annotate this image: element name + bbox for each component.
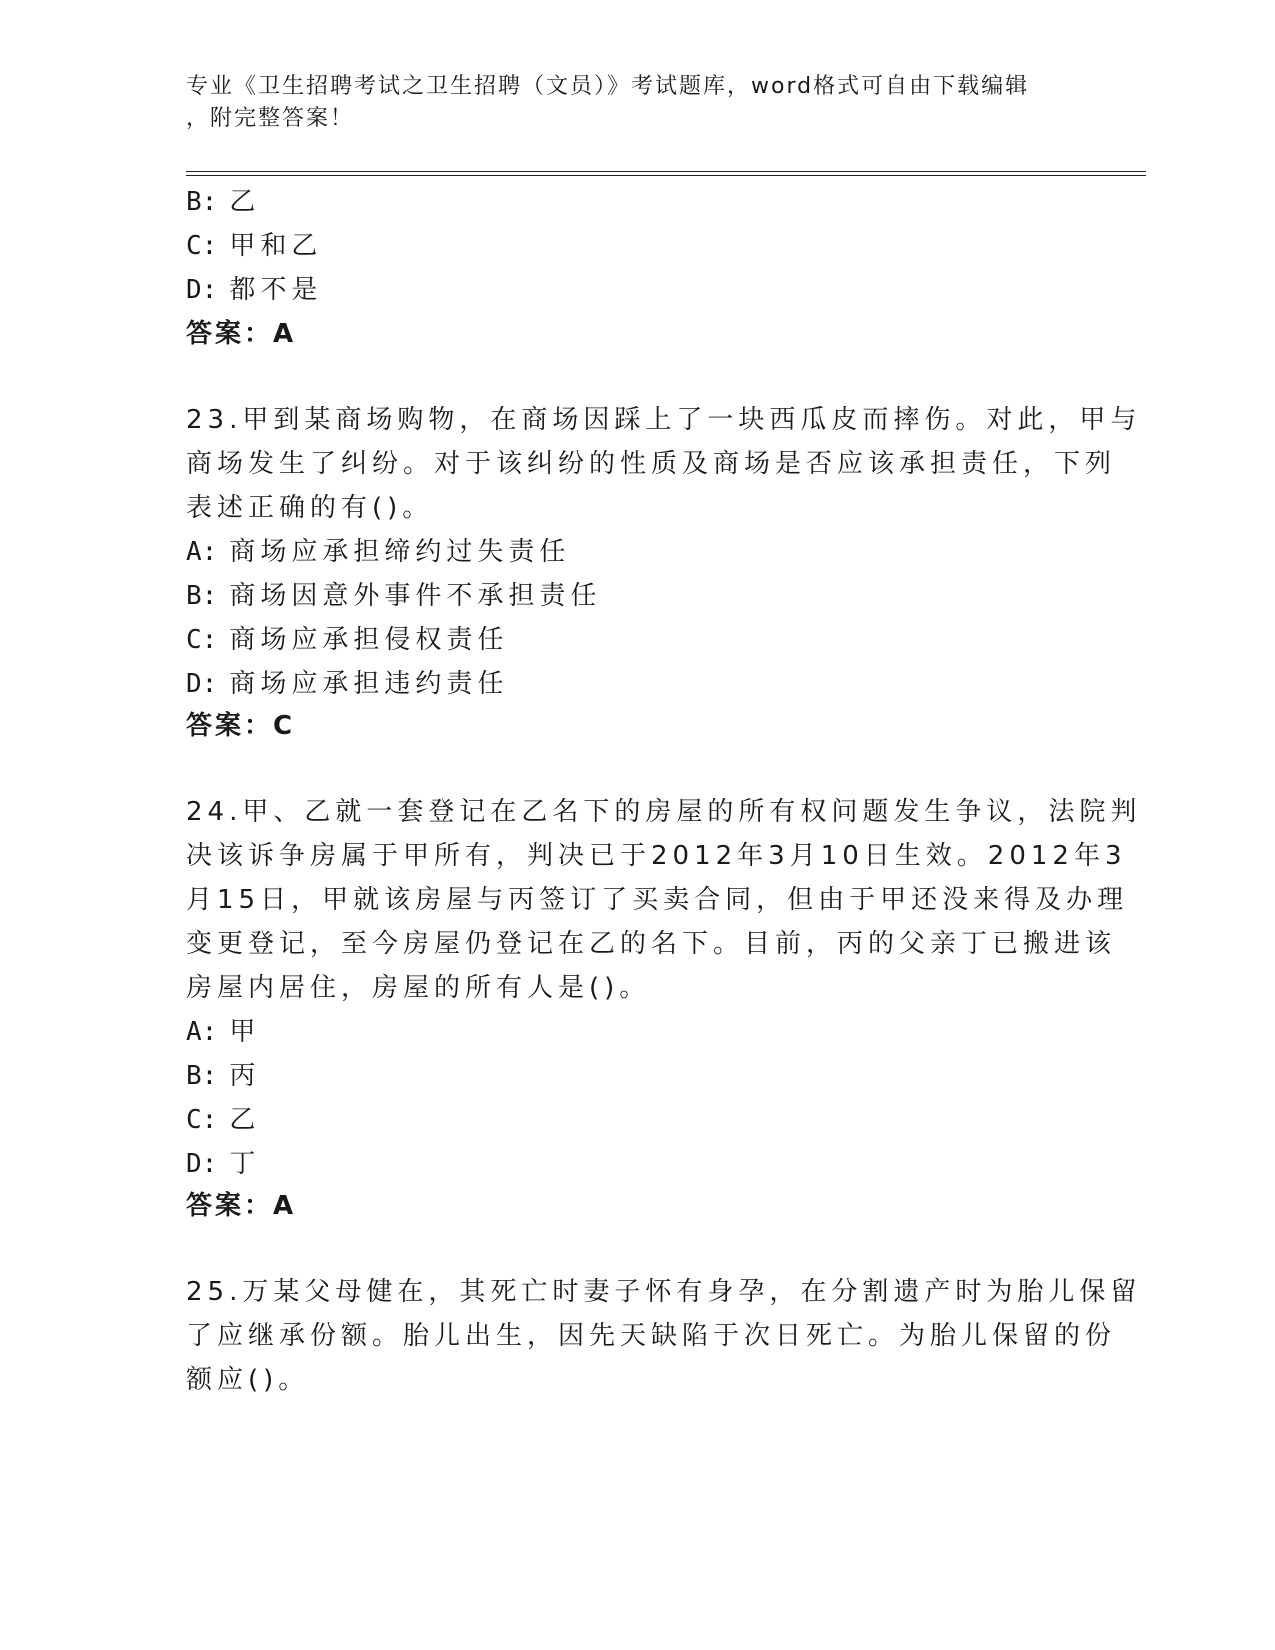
header-title-line-2: ，附完整答案！	[186, 106, 355, 131]
question-24-line-1: 24.甲、乙就一套登记在乙名下的房屋的所有权问题发生争议，法院判	[186, 797, 1142, 827]
question-23-option-c: C: 商场应承担侵权责任	[186, 625, 509, 655]
question-24-answer: 答案：A	[186, 1191, 297, 1221]
question-24-line-2: 决该诉争房属于甲所有，判决已于2012年3月10日生效。2012年3	[186, 841, 1127, 871]
question-23-answer: 答案：C	[186, 711, 296, 741]
question-23-option-b: B: 商场因意外事件不承担责任	[186, 581, 602, 611]
option-d: D: 都不是	[186, 275, 323, 305]
question-23-option-d: D: 商场应承担违约责任	[186, 669, 509, 699]
question-24-line-3: 月15日，甲就该房屋与丙签订了买卖合同，但由于甲还没来得及办理	[186, 885, 1129, 915]
question-25-line-1: 25.万某父母健在，其死亡时妻子怀有身孕，在分割遗产时为胎儿保留	[186, 1277, 1142, 1307]
question-23-line-3: 表述正确的有()。	[186, 493, 434, 523]
header-divider	[186, 171, 1146, 172]
header-title-line-1: 专业《卫生招聘考试之卫生招聘（文员）》考试题库，word格式可自由下载编辑	[186, 74, 1030, 99]
question-25-line-3: 额应()。	[186, 1365, 310, 1395]
question-24-option-c: C: 乙	[186, 1105, 261, 1135]
question-24-line-5: 房屋内居住，房屋的所有人是()。	[186, 973, 651, 1003]
question-24-line-4: 变更登记，至今房屋仍登记在乙的名下。目前，丙的父亲丁已搬进该	[186, 929, 1117, 959]
option-c: C: 甲和乙	[186, 231, 323, 261]
answer: 答案：A	[186, 319, 297, 349]
question-24-option-a: A: 甲	[186, 1017, 261, 1047]
question-23-line-2: 商场发生了纠纷。对于该纠纷的性质及商场是否应该承担责任，下列	[186, 449, 1117, 479]
option-b: B: 乙	[186, 187, 261, 217]
question-24-option-b: B: 丙	[186, 1061, 261, 1091]
question-23-option-a: A: 商场应承担缔约过失责任	[186, 537, 571, 567]
question-23-line-1: 23.甲到某商场购物，在商场因踩上了一块西瓜皮而摔伤。对此，甲与	[186, 405, 1142, 435]
question-24-option-d: D: 丁	[186, 1149, 261, 1179]
question-25-line-2: 了应继承份额。胎儿出生，因先天缺陷于次日死亡。为胎儿保留的份	[186, 1321, 1117, 1351]
header-divider-secondary	[186, 175, 1146, 176]
